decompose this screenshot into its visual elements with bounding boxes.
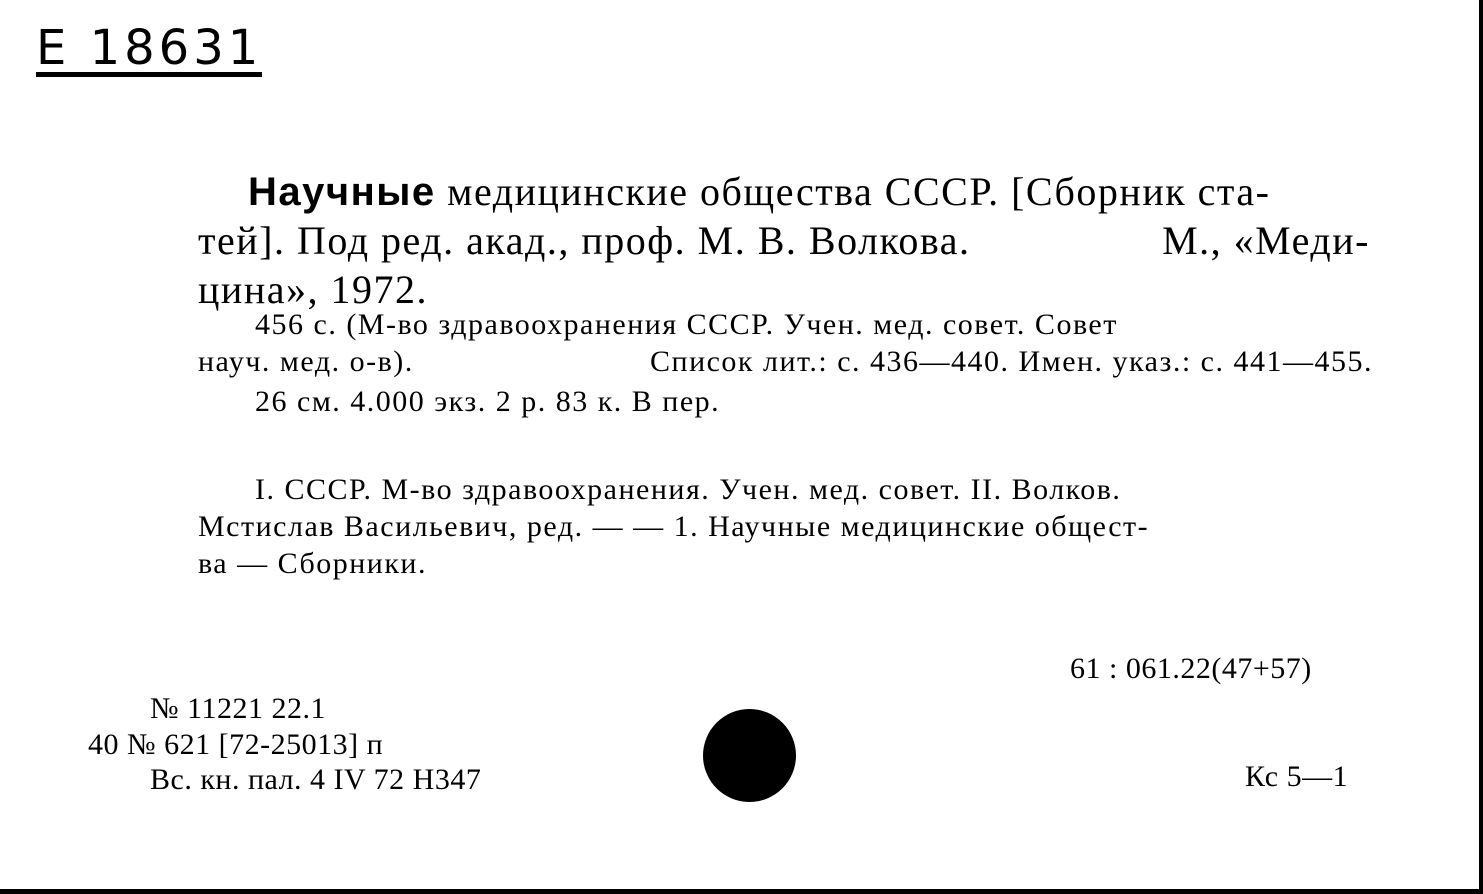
handwritten-number-text: E 18631	[36, 20, 263, 76]
description-line-3	[255, 385, 720, 419]
handwritten-number	[36, 20, 262, 77]
description-line-1	[255, 308, 1118, 342]
registry-line-3-text: Вс. кн. пал. 4 IV 72 Н347	[150, 763, 482, 796]
title-line-2	[198, 217, 1370, 264]
registry-line-2	[88, 728, 383, 762]
classification-code-text: 61 : 061.22(47+57)	[1070, 652, 1312, 685]
title-line-1-rest: медицинские общества СССР. [Сборник ста-	[435, 169, 1271, 214]
subjects-line-1	[255, 473, 1121, 507]
subjects-line-2-text: Мстислав Васильевич, ред. — — 1. Научные медицинские общест-	[198, 510, 1150, 543]
description-line-2	[198, 345, 1373, 379]
shelf-code	[1245, 760, 1348, 794]
registry-line-1-text: № 11221 22.1	[150, 692, 327, 725]
shelf-code-text: Кс 5—1	[1245, 760, 1349, 793]
title-line-2-left: тей]. Под ред. акад., проф. М. В. Волкова.	[198, 218, 971, 263]
description-line-2-right: Список лит.: с. 436—440. Имен. указ.: с. 441—455.	[650, 345, 1373, 378]
description-line-3-text: 26 см. 4.000 экз. 2 р. 83 к. В пер.	[255, 385, 721, 418]
registry-line-3	[150, 763, 481, 797]
registry-line-2-text: 40 № 621 [72-25013] п	[88, 728, 384, 761]
title-main-word: Научные	[248, 170, 436, 214]
title-line-1	[248, 168, 1270, 215]
subjects-line-3	[198, 547, 427, 581]
registry-line-1	[150, 692, 326, 726]
classification-code	[1070, 652, 1312, 686]
subjects-line-3-text: ва — Сборники.	[198, 547, 427, 580]
subjects-line-2	[198, 510, 1149, 544]
title-line-3-text: цина», 1972.	[198, 267, 428, 312]
title-line-2-right: М., «Меди-	[1162, 218, 1370, 263]
description-line-2-left: науч. мед. о-в).	[198, 345, 414, 378]
subjects-line-1-text: I. СССР. М-во здравоохранения. Учен. мед. совет. II. Волков.	[255, 473, 1122, 506]
title-line-3	[198, 266, 428, 313]
punch-hole	[703, 709, 796, 802]
description-line-1-text: 456 с. (М-во здравоохранения СССР. Учен. мед. совет. Совет	[255, 308, 1118, 341]
